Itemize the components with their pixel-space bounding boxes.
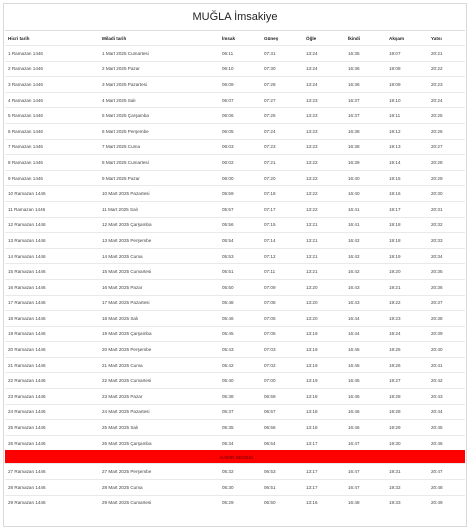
miladi-date: 18 Mart 2025 Salı	[99, 311, 219, 327]
table-row	[5, 264, 465, 280]
imsak-time: 05:42	[219, 357, 261, 373]
hicri-date: 18 Ramazan 1446	[5, 311, 99, 327]
miladi-date: 22 Mart 2025 Cumartesi	[99, 373, 219, 389]
aksam-time: 19:30	[386, 435, 428, 451]
table-row	[5, 295, 465, 311]
yatsi-time: 20:40	[428, 342, 465, 358]
yatsi-time: 20:43	[428, 389, 465, 405]
imsak-time: 05:34	[219, 435, 261, 451]
yatsi-time: 20:39	[428, 326, 465, 342]
ikindi-time: 16:46	[345, 389, 386, 405]
aksam-time: 19:12	[386, 123, 428, 139]
miladi-date: 5 Mart 2025 Çarşamba	[99, 108, 219, 124]
ogle-time: 13:24	[303, 77, 345, 93]
aksam-time: 19:08	[386, 61, 428, 77]
imsak-time: 06:10	[219, 61, 261, 77]
imsak-time: 05:29	[219, 495, 261, 510]
ogle-time: 13:17	[303, 480, 345, 496]
yatsi-time: 20:38	[428, 311, 465, 327]
ikindi-time: 16:48	[345, 495, 386, 510]
aksam-time: 19:24	[386, 326, 428, 342]
hicri-date: 7 Ramazan 1446	[5, 139, 99, 155]
gunes-time: 06:50	[261, 495, 303, 510]
ogle-time: 13:22	[303, 201, 345, 217]
ikindi-time: 16:47	[345, 464, 386, 480]
table-row	[5, 480, 465, 496]
ogle-time: 13:22	[303, 170, 345, 186]
gunes-time: 07:03	[261, 342, 303, 358]
yatsi-time: 20:35	[428, 264, 465, 280]
gunes-time: 07:18	[261, 186, 303, 202]
gunes-time: 07:08	[261, 295, 303, 311]
ogle-time: 13:24	[303, 46, 345, 62]
ikindi-time: 16:35	[345, 46, 386, 62]
imsak-time: 06:06	[219, 108, 261, 124]
ogle-time: 13:23	[303, 139, 345, 155]
imsak-time: 05:46	[219, 311, 261, 327]
yatsi-time: 20:49	[428, 495, 465, 510]
ogle-time: 13:22	[303, 155, 345, 171]
miladi-date: 12 Mart 2025 Çarşamba	[99, 217, 219, 233]
imsak-time: 05:59	[219, 186, 261, 202]
yatsi-time: 20:37	[428, 295, 465, 311]
miladi-date: 4 Mart 2025 Salı	[99, 92, 219, 108]
gunes-time: 07:17	[261, 201, 303, 217]
imsak-time: 05:35	[219, 420, 261, 436]
yatsi-time: 20:44	[428, 404, 465, 420]
miladi-date: 15 Mart 2025 Cumartesi	[99, 264, 219, 280]
imsak-time: 05:37	[219, 404, 261, 420]
yatsi-time: 20:30	[428, 186, 465, 202]
header-yatsi: Yatsı	[428, 31, 465, 46]
table-row	[5, 248, 465, 264]
table-row	[5, 279, 465, 295]
aksam-time: 19:18	[386, 217, 428, 233]
table-row	[5, 155, 465, 171]
gunes-time: 07:11	[261, 264, 303, 280]
ogle-time: 13:17	[303, 464, 345, 480]
imsak-time: 05:30	[219, 480, 261, 496]
ogle-time: 13:19	[303, 326, 345, 342]
aksam-time: 19:13	[386, 139, 428, 155]
aksam-time: 19:15	[386, 170, 428, 186]
kadir-gecesi-label: KADİR GECESİ	[5, 451, 465, 464]
gunes-time: 06:51	[261, 480, 303, 496]
table-header-row	[5, 31, 465, 46]
ogle-time: 13:24	[303, 61, 345, 77]
gunes-time: 07:00	[261, 373, 303, 389]
imsak-time: 05:51	[219, 264, 261, 280]
gunes-time: 07:09	[261, 279, 303, 295]
gunes-time: 07:12	[261, 248, 303, 264]
hicri-date: 10 Ramazan 1446	[5, 186, 99, 202]
gunes-time: 07:24	[261, 123, 303, 139]
gunes-time: 06:56	[261, 420, 303, 436]
ogle-time: 13:21	[303, 217, 345, 233]
aksam-time: 19:29	[386, 420, 428, 436]
imsakiye-table	[5, 30, 465, 510]
table-row	[5, 139, 465, 155]
header-ogle: Öğle	[303, 31, 345, 46]
yatsi-time: 20:42	[428, 373, 465, 389]
miladi-date: 28 Mart 2025 Cuma	[99, 480, 219, 496]
yatsi-time: 20:33	[428, 233, 465, 249]
ikindi-time: 16:44	[345, 326, 386, 342]
table-row	[5, 77, 465, 93]
aksam-time: 19:21	[386, 279, 428, 295]
aksam-time: 19:23	[386, 311, 428, 327]
gunes-time: 07:31	[261, 46, 303, 62]
table-row	[5, 357, 465, 373]
hicri-date: 20 Ramazan 1446	[5, 342, 99, 358]
imsak-time: 05:43	[219, 342, 261, 358]
imsak-time: 05:50	[219, 279, 261, 295]
miladi-date: 26 Mart 2025 Çarşamba	[99, 435, 219, 451]
hicri-date: 16 Ramazan 1446	[5, 279, 99, 295]
ogle-time: 13:21	[303, 248, 345, 264]
hicri-date: 5 Ramazan 1446	[5, 108, 99, 124]
table-row	[5, 233, 465, 249]
hicri-date: 2 Ramazan 1446	[5, 61, 99, 77]
hicri-date: 13 Ramazan 1446	[5, 233, 99, 249]
yatsi-time: 20:45	[428, 420, 465, 436]
aksam-time: 19:25	[386, 342, 428, 358]
gunes-time: 07:21	[261, 155, 303, 171]
imsak-time: 06:03	[219, 139, 261, 155]
yatsi-time: 20:21	[428, 46, 465, 62]
yatsi-time: 20:29	[428, 170, 465, 186]
imsak-time: 05:54	[219, 233, 261, 249]
ogle-time: 13:20	[303, 279, 345, 295]
ikindi-time: 16:41	[345, 217, 386, 233]
aksam-time: 19:26	[386, 357, 428, 373]
aksam-time: 19:16	[386, 186, 428, 202]
yatsi-time: 20:22	[428, 61, 465, 77]
ogle-time: 13:17	[303, 435, 345, 451]
hicri-date: 22 Ramazan 1446	[5, 373, 99, 389]
gunes-time: 07:20	[261, 170, 303, 186]
hicri-date: 28 Ramazan 1446	[5, 480, 99, 496]
header-hicri: Hicri tarih	[5, 31, 99, 46]
hicri-date: 3 Ramazan 1446	[5, 77, 99, 93]
miladi-date: 1 Mart 2025 Cumartesi	[99, 46, 219, 62]
hicri-date: 12 Ramazan 1446	[5, 217, 99, 233]
hicri-date: 19 Ramazan 1446	[5, 326, 99, 342]
ikindi-time: 16:45	[345, 342, 386, 358]
ikindi-time: 16:42	[345, 264, 386, 280]
miladi-date: 11 Mart 2025 Salı	[99, 201, 219, 217]
miladi-date: 17 Mart 2025 Pazartesi	[99, 295, 219, 311]
gunes-time: 07:27	[261, 92, 303, 108]
ogle-time: 13:23	[303, 108, 345, 124]
miladi-date: 23 Mart 2025 Pazar	[99, 389, 219, 405]
miladi-date: 8 Mart 2025 Cumartesi	[99, 155, 219, 171]
ikindi-time: 16:36	[345, 77, 386, 93]
imsak-time: 06:00	[219, 170, 261, 186]
ikindi-time: 16:42	[345, 248, 386, 264]
yatsi-time: 20:46	[428, 435, 465, 451]
ikindi-time: 16:43	[345, 279, 386, 295]
gunes-time: 07:28	[261, 77, 303, 93]
yatsi-time: 20:26	[428, 123, 465, 139]
ogle-time: 13:18	[303, 389, 345, 405]
ikindi-time: 16:40	[345, 186, 386, 202]
miladi-date: 27 Mart 2025 Perşembe	[99, 464, 219, 480]
imsak-time: 05:40	[219, 373, 261, 389]
aksam-time: 19:20	[386, 264, 428, 280]
yatsi-time: 20:31	[428, 201, 465, 217]
hicri-date: 4 Ramazan 1446	[5, 92, 99, 108]
ogle-time: 13:22	[303, 186, 345, 202]
miladi-date: 16 Mart 2025 Pazar	[99, 279, 219, 295]
miladi-date: 20 Mart 2025 Perşembe	[99, 342, 219, 358]
ikindi-time: 16:43	[345, 295, 386, 311]
table-row	[5, 342, 465, 358]
ikindi-time: 16:41	[345, 201, 386, 217]
hicri-date: 15 Ramazan 1446	[5, 264, 99, 280]
table-row	[5, 46, 465, 62]
imsak-time: 05:56	[219, 217, 261, 233]
ikindi-time: 16:40	[345, 170, 386, 186]
table-row	[5, 420, 465, 436]
gunes-time: 07:06	[261, 311, 303, 327]
table-row	[5, 404, 465, 420]
imsak-time: 06:02	[219, 155, 261, 171]
table-body	[5, 46, 465, 511]
table-row	[5, 217, 465, 233]
aksam-time: 19:10	[386, 92, 428, 108]
table-row	[5, 123, 465, 139]
header-miladi: Miladi tarih	[99, 31, 219, 46]
aksam-time: 19:28	[386, 389, 428, 405]
hicri-date: 9 Ramazan 1446	[5, 170, 99, 186]
aksam-time: 19:27	[386, 373, 428, 389]
table-row	[5, 464, 465, 480]
miladi-date: 10 Mart 2025 Pazartesi	[99, 186, 219, 202]
ikindi-time: 16:47	[345, 435, 386, 451]
hicri-date: 11 Ramazan 1446	[5, 201, 99, 217]
ogle-time: 13:18	[303, 420, 345, 436]
aksam-time: 19:33	[386, 495, 428, 510]
imsak-time: 06:07	[219, 92, 261, 108]
aksam-time: 19:28	[386, 404, 428, 420]
aksam-time: 19:18	[386, 233, 428, 249]
ogle-time: 13:21	[303, 233, 345, 249]
ogle-time: 13:19	[303, 373, 345, 389]
gunes-time: 07:23	[261, 139, 303, 155]
ikindi-time: 16:45	[345, 357, 386, 373]
gunes-time: 06:53	[261, 464, 303, 480]
gunes-time: 06:54	[261, 435, 303, 451]
miladi-date: 6 Mart 2025 Perşembe	[99, 123, 219, 139]
hicri-date: 14 Ramazan 1446	[5, 248, 99, 264]
hicri-date: 23 Ramazan 1446	[5, 389, 99, 405]
imsak-time: 05:45	[219, 326, 261, 342]
yatsi-time: 20:24	[428, 92, 465, 108]
hicri-date: 21 Ramazan 1446	[5, 357, 99, 373]
gunes-time: 07:02	[261, 357, 303, 373]
hicri-date: 8 Ramazan 1446	[5, 155, 99, 171]
aksam-time: 19:14	[386, 155, 428, 171]
hicri-date: 24 Ramazan 1446	[5, 404, 99, 420]
imsak-time: 06:05	[219, 123, 261, 139]
table-row	[5, 495, 465, 510]
hicri-date: 29 Ramazan 1446	[5, 495, 99, 510]
ikindi-time: 16:46	[345, 420, 386, 436]
ikindi-time: 16:38	[345, 123, 386, 139]
ikindi-time: 16:46	[345, 404, 386, 420]
gunes-time: 06:59	[261, 389, 303, 405]
aksam-time: 19:11	[386, 108, 428, 124]
ogle-time: 13:23	[303, 92, 345, 108]
ikindi-time: 16:47	[345, 480, 386, 496]
yatsi-time: 20:28	[428, 155, 465, 171]
header-ikindi: İkindi	[345, 31, 386, 46]
yatsi-time: 20:23	[428, 77, 465, 93]
miladi-date: 29 Mart 2025 Cumartesi	[99, 495, 219, 510]
ogle-time: 13:19	[303, 357, 345, 373]
yatsi-time: 20:25	[428, 108, 465, 124]
table-row	[5, 389, 465, 405]
miladi-date: 7 Mart 2025 Cuma	[99, 139, 219, 155]
gunes-time: 07:25	[261, 108, 303, 124]
hicri-date: 26 Ramazan 1446	[5, 435, 99, 451]
ogle-time: 13:20	[303, 295, 345, 311]
yatsi-time: 20:32	[428, 217, 465, 233]
miladi-date: 19 Mart 2025 Çarşamba	[99, 326, 219, 342]
hicri-date: 25 Ramazan 1446	[5, 420, 99, 436]
gunes-time: 07:05	[261, 326, 303, 342]
ogle-time: 13:18	[303, 404, 345, 420]
yatsi-time: 20:36	[428, 279, 465, 295]
yatsi-time: 20:41	[428, 357, 465, 373]
table-row	[5, 201, 465, 217]
table-row	[5, 186, 465, 202]
gunes-time: 07:30	[261, 61, 303, 77]
hicri-date: 1 Ramazan 1446	[5, 46, 99, 62]
table-row	[5, 170, 465, 186]
miladi-date: 24 Mart 2025 Pazartesi	[99, 404, 219, 420]
hicri-date: 17 Ramazan 1446	[5, 295, 99, 311]
ikindi-time: 16:36	[345, 61, 386, 77]
ogle-time: 13:23	[303, 123, 345, 139]
imsak-time: 05:32	[219, 464, 261, 480]
ogle-time: 13:20	[303, 311, 345, 327]
aksam-time: 19:22	[386, 295, 428, 311]
aksam-time: 19:17	[386, 201, 428, 217]
ogle-time: 13:19	[303, 342, 345, 358]
imsak-time: 06:09	[219, 77, 261, 93]
ikindi-time: 16:42	[345, 233, 386, 249]
ogle-time: 13:16	[303, 495, 345, 510]
ikindi-time: 16:37	[345, 92, 386, 108]
table-row	[5, 311, 465, 327]
miladi-date: 25 Mart 2025 Salı	[99, 420, 219, 436]
ikindi-time: 16:38	[345, 139, 386, 155]
header-aksam: Akşam	[386, 31, 428, 46]
header-imsak: İmsak	[219, 31, 261, 46]
miladi-date: 13 Mart 2025 Perşembe	[99, 233, 219, 249]
table-row	[5, 373, 465, 389]
aksam-time: 19:09	[386, 77, 428, 93]
aksam-time: 19:31	[386, 464, 428, 480]
ikindi-time: 16:37	[345, 108, 386, 124]
gunes-time: 06:57	[261, 404, 303, 420]
hicri-date: 6 Ramazan 1446	[5, 123, 99, 139]
aksam-time: 19:07	[386, 46, 428, 62]
kadir-gecesi-row	[5, 451, 465, 464]
table-row	[5, 326, 465, 342]
ogle-time: 13:21	[303, 264, 345, 280]
yatsi-time: 20:34	[428, 248, 465, 264]
imsak-time: 05:38	[219, 389, 261, 405]
hicri-date: 27 Ramazan 1446	[5, 464, 99, 480]
gunes-time: 07:14	[261, 233, 303, 249]
page-title: MUĞLA İmsakiye	[192, 11, 278, 23]
aksam-time: 19:19	[386, 248, 428, 264]
imsak-time: 05:53	[219, 248, 261, 264]
yatsi-time: 20:27	[428, 139, 465, 155]
miladi-date: 21 Mart 2025 Cuma	[99, 357, 219, 373]
table-row	[5, 435, 465, 451]
table-row	[5, 108, 465, 124]
ikindi-time: 16:45	[345, 373, 386, 389]
aksam-time: 19:32	[386, 480, 428, 496]
header-gunes: Güneş	[261, 31, 303, 46]
miladi-date: 14 Mart 2025 Cuma	[99, 248, 219, 264]
gunes-time: 07:15	[261, 217, 303, 233]
imsakiye-panel	[3, 3, 467, 527]
imsak-time: 05:48	[219, 295, 261, 311]
yatsi-time: 20:47	[428, 464, 465, 480]
yatsi-time: 20:48	[428, 480, 465, 496]
imsak-time: 06:11	[219, 46, 261, 62]
miladi-date: 2 Mart 2025 Pazar	[99, 61, 219, 77]
imsak-time: 05:57	[219, 201, 261, 217]
ikindi-time: 16:44	[345, 311, 386, 327]
table-row	[5, 92, 465, 108]
ikindi-time: 16:39	[345, 155, 386, 171]
table-row	[5, 61, 465, 77]
miladi-date: 9 Mart 2025 Pazar	[99, 170, 219, 186]
miladi-date: 3 Mart 2025 Pazartesi	[99, 77, 219, 93]
